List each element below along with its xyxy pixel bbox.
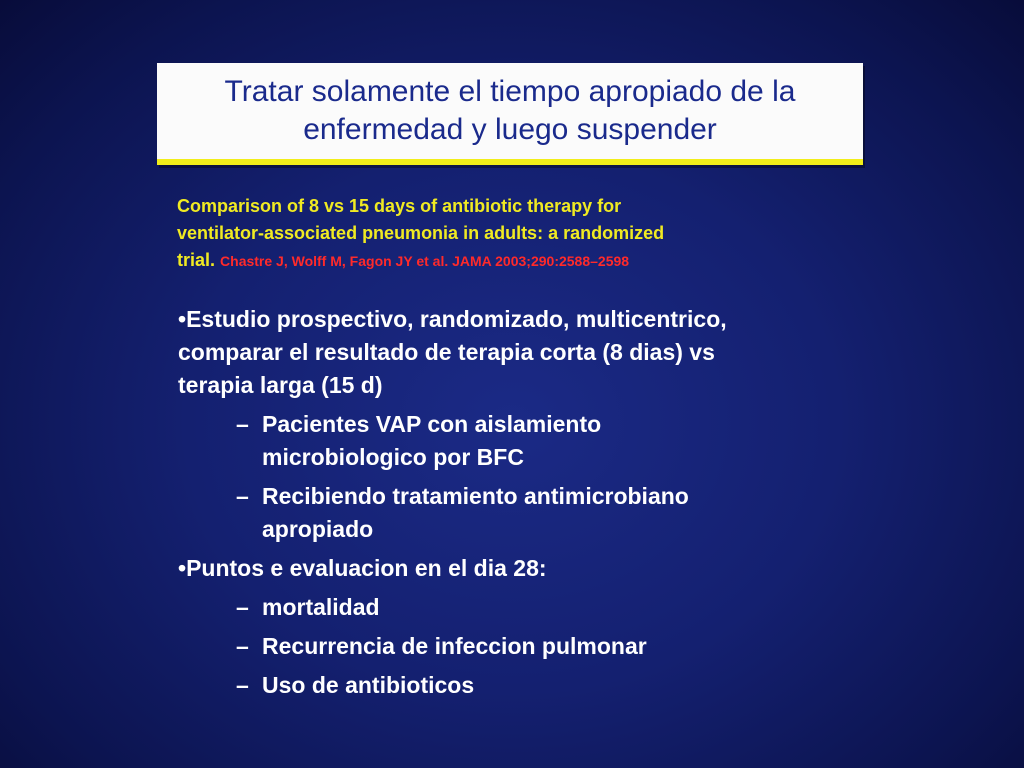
sub-item-text: mortalidad [262, 594, 380, 620]
title-line-1: Tratar solamente el tiempo apropiado de la [224, 75, 796, 108]
sub-item-text [262, 480, 878, 546]
sub-line-2: microbiologico por BFC [262, 444, 524, 470]
slide-title [180, 73, 840, 149]
bullet-line-1: Puntos e evaluacion en el dia 28: [186, 555, 547, 581]
reference-citation: Chastre J, Wolff M, Fagon JY et al. JAMA 2003;290:2588–2598 [220, 253, 630, 269]
sub-item-recurrence [236, 630, 878, 663]
bullet-line-1: Estudio prospectivo, randomizado, multicentrico, [186, 306, 727, 332]
sub-item-vap-patients [236, 408, 878, 474]
bullet-endpoints [178, 552, 878, 585]
reference-block [177, 193, 837, 275]
sub-item-text [262, 408, 878, 474]
dash-marker: – [236, 594, 249, 620]
bullet-line-2: comparar el resultado de terapia corta (8 dias) vs [178, 339, 715, 365]
bullet-study-design [178, 303, 878, 402]
dash-marker: – [236, 633, 249, 659]
sub-line-2: apropiado [262, 516, 374, 542]
dash-marker: – [236, 483, 249, 509]
sub-item-treatment [236, 480, 878, 546]
body-list [178, 303, 878, 708]
reference-line-2: ventilator-associated pneumonia in adults: a randomized [177, 223, 665, 243]
reference-line-3: trial. [177, 250, 216, 270]
title-box [157, 63, 863, 165]
dash-marker: – [236, 411, 249, 437]
sub-item-text: Recurrencia de infeccion pulmonar [262, 633, 647, 659]
dash-marker: – [236, 672, 249, 698]
sub-line-1: Recibiendo tratamiento antimicrobiano [262, 483, 689, 509]
sub-item-text: Uso de antibioticos [262, 672, 475, 698]
sub-item-mortality [236, 591, 878, 624]
sub-item-antibiotic-use [236, 669, 878, 702]
bullet-line-3: terapia larga (15 d) [178, 372, 383, 398]
sub-line-1: Pacientes VAP con aislamiento [262, 411, 602, 437]
bullet-marker: • [178, 306, 187, 332]
reference-line-1: Comparison of 8 vs 15 days of antibiotic therapy for [177, 196, 622, 216]
title-line-2: enfermedad y luego suspender [303, 113, 717, 146]
bullet-marker: • [178, 555, 187, 581]
